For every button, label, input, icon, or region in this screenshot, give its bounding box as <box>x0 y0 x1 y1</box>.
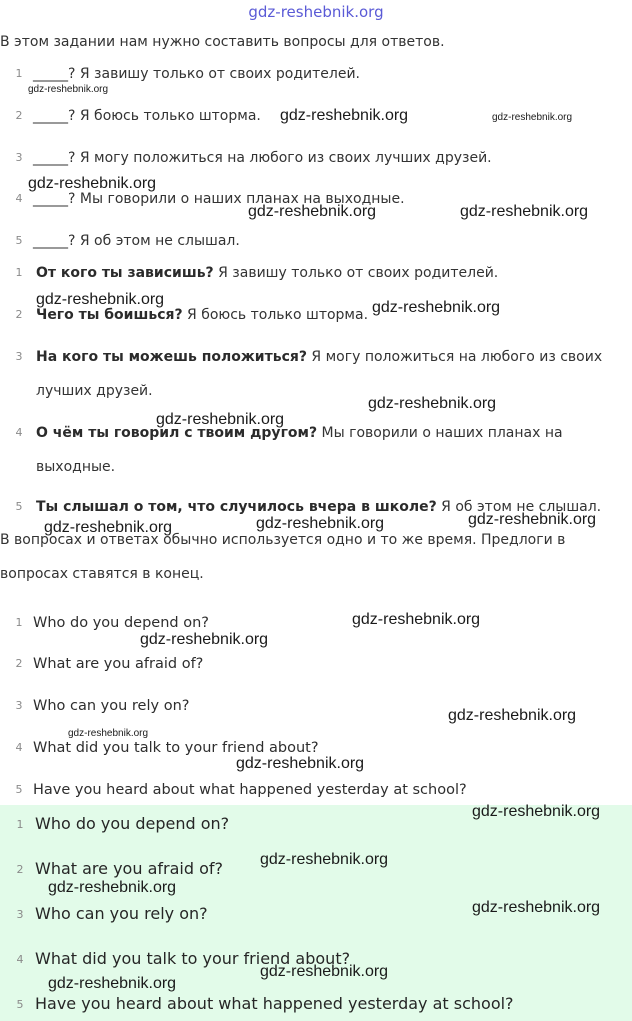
answer-number: 5 <box>15 783 23 796</box>
watermark: gdz-reshebnik.org <box>28 84 109 95</box>
answer-en-text: Who do you depend on? <box>33 615 209 631</box>
final-answer-number: 4 <box>16 953 24 966</box>
watermark: gdz-reshebnik.org <box>280 107 409 124</box>
answer-number: 4 <box>15 741 23 754</box>
watermark: gdz-reshebnik.org <box>368 395 497 412</box>
task-text: _____? Я об этом не слышал. <box>33 233 240 249</box>
final-answer-number: 5 <box>16 998 24 1011</box>
task-number: 2 <box>15 109 23 122</box>
answer-question: На кого ты можешь положиться? <box>36 349 307 365</box>
answer-text: Я об этом не слышал. <box>436 499 602 515</box>
watermark: gdz-reshebnik.org <box>468 511 597 528</box>
task-number: 3 <box>15 151 23 164</box>
watermark: gdz-reshebnik.org <box>260 963 389 980</box>
watermark: gdz-reshebnik.org <box>236 755 365 772</box>
answer-number: 4 <box>15 426 23 439</box>
watermark: gdz-reshebnik.org <box>472 899 601 916</box>
answer-text: Я могу положиться на любого из своих лучших друзей. <box>36 349 603 399</box>
watermark: gdz-reshebnik.org <box>68 728 149 739</box>
watermark: gdz-reshebnik.org <box>156 411 285 428</box>
answer-number: 2 <box>15 308 23 321</box>
task-number: 5 <box>15 234 23 247</box>
answer-number: 3 <box>15 699 23 712</box>
final-answer-text: Who do you depend on? <box>35 814 230 833</box>
final-answer-text: Have you heard about what happened yesterday at school? <box>35 994 514 1013</box>
task-number: 1 <box>15 67 23 80</box>
answer-text: Мы говорили о наших планах на выходные. <box>36 425 563 475</box>
watermark: gdz-reshebnik.org <box>460 203 589 220</box>
watermark: gdz-reshebnik.org <box>260 851 389 868</box>
answer-number: 1 <box>15 266 23 279</box>
final-answer-number: 2 <box>16 863 24 876</box>
watermark: gdz-reshebnik.org <box>248 203 377 220</box>
final-answer-text: Who can you rely on? <box>35 904 208 923</box>
answer-question: От кого ты зависишь? <box>36 265 214 281</box>
watermark: gdz-reshebnik.org <box>372 299 501 316</box>
final-answer-text: What did you talk to your friend about? <box>35 949 351 968</box>
watermark: gdz-reshebnik.org <box>492 112 573 123</box>
watermark: gdz-reshebnik.org <box>48 879 177 896</box>
answer-text: Я завишу только от своих родителей. <box>213 265 499 281</box>
intro-text: В этом задании нам нужно составить вопросы для ответов. <box>0 34 445 50</box>
watermark: gdz-reshebnik.org <box>48 975 177 992</box>
final-answer-number: 3 <box>16 908 24 921</box>
watermark: gdz-reshebnik.org <box>44 519 173 536</box>
watermark: gdz-reshebnik.org <box>448 707 577 724</box>
answer-number: 3 <box>15 350 23 363</box>
task-text: _____? Я завишу только от своих родителей. <box>33 66 360 82</box>
task-text: _____? Я могу положиться на любого из своих лучших друзей. <box>33 150 492 166</box>
final-answer-number: 1 <box>16 818 24 831</box>
answer-number: 5 <box>15 500 23 513</box>
site-header-link[interactable]: gdz-reshebnik.org <box>248 3 384 21</box>
answer-en-text: What are you afraid of? <box>33 656 204 672</box>
answer-question: Ты слышал о том, что случилось вчера в школе? <box>36 499 437 515</box>
task-text: _____? Я боюсь только шторма. <box>33 108 261 124</box>
watermark: gdz-reshebnik.org <box>36 291 165 308</box>
note-text: В вопросах и ответах обычно используется одно и то же время. Предлоги в вопросах ставятся в конец. <box>0 532 566 582</box>
watermark: gdz-reshebnik.org <box>256 515 385 532</box>
watermark: gdz-reshebnik.org <box>472 803 601 820</box>
answer-en-text: Have you heard about what happened yesterday at school? <box>33 782 467 798</box>
final-answer-text: What are you afraid of? <box>35 859 223 878</box>
answer-number: 2 <box>15 657 23 670</box>
answer-number: 1 <box>15 616 23 629</box>
watermark: gdz-reshebnik.org <box>352 611 481 628</box>
answer-text: Я боюсь только шторма. <box>182 307 369 323</box>
answer-question: О чём ты говорил с твоим другом? <box>36 425 318 441</box>
answer-en-text: What did you talk to your friend about? <box>33 740 319 756</box>
task-number: 4 <box>15 192 23 205</box>
answer-en-text: Who can you rely on? <box>33 698 190 714</box>
watermark: gdz-reshebnik.org <box>140 631 269 648</box>
watermark: gdz-reshebnik.org <box>28 175 157 192</box>
answer-question: Чего ты боишься? <box>36 307 183 323</box>
task-text: _____? Мы говорили о наших планах на выходные. <box>33 191 405 207</box>
